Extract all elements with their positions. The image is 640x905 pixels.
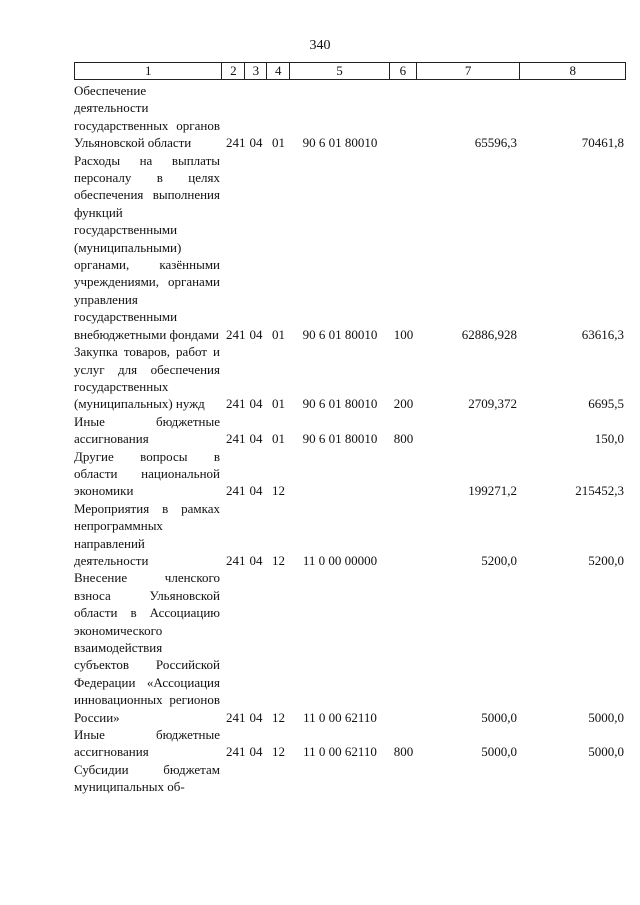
row-type: 800 (393, 431, 414, 447)
row-section: 04 (249, 483, 263, 499)
table-row (74, 343, 626, 413)
header-col-1: 1 (75, 63, 222, 79)
table-row (74, 448, 626, 500)
row-target: 90 6 01 80010 (302, 396, 378, 412)
table-row (74, 82, 626, 152)
row-name: Иные бюджетные ассигнования (74, 727, 220, 760)
row-subsection: 12 (272, 744, 285, 760)
row-subsection: 12 (272, 483, 285, 499)
row-subsection: 01 (272, 135, 285, 151)
header-col-5: 5 (290, 63, 390, 79)
row-value2: 70461,8 (581, 135, 624, 151)
row-subsection: 12 (272, 709, 285, 725)
row-value1: 199271,2 (468, 483, 517, 499)
row-subsection: 12 (272, 552, 285, 568)
row-target: 90 6 01 80010 (302, 326, 378, 342)
table-row (74, 413, 626, 448)
table-row (74, 726, 626, 761)
row-target: 90 6 01 80010 (302, 135, 378, 151)
row-name: Внесение членского взноса Ульяновской области в Ассоциацию экономического взаимодействия субъектов Российской Федерации «Ассоциация инновационных регионов России» (74, 570, 220, 725)
row-section: 04 (249, 431, 263, 447)
header-col-6: 6 (390, 63, 417, 79)
row-value2: 63616,3 (581, 326, 624, 342)
row-value1: 2709,372 (468, 396, 517, 412)
row-section: 04 (249, 744, 263, 760)
row-subsection: 01 (272, 431, 285, 447)
row-section: 04 (249, 326, 263, 342)
row-code: 241 (226, 483, 246, 499)
row-section: 04 (249, 709, 263, 725)
row-value2: 215452,3 (575, 483, 624, 499)
header-col-4: 4 (267, 63, 290, 79)
table-header (74, 62, 626, 80)
row-value2: 5000,0 (588, 709, 624, 725)
header-col-3: 3 (245, 63, 267, 79)
row-type: 100 (393, 326, 414, 342)
table-row (74, 152, 626, 343)
header-col-7: 7 (417, 63, 521, 79)
row-value2: 150,0 (594, 431, 624, 447)
row-type: 800 (393, 744, 414, 760)
row-name: Расходы на выплаты персоналу в целях обеспечения выполнения функций государственными (муниципальными) органами, казёнными учреждениями, органами управления государственными внебюджетными фондами (74, 152, 220, 342)
row-subsection: 01 (272, 396, 285, 412)
row-code: 241 (226, 431, 246, 447)
row-section: 04 (249, 396, 263, 412)
row-code: 241 (226, 744, 246, 760)
table-body (74, 82, 626, 796)
row-code: 241 (226, 552, 246, 568)
row-name: Другие вопросы в области национальной экономики (74, 448, 220, 499)
row-name: Закупка товаров, работ и услуг для обеспечения государственных (муниципальных) нужд (74, 344, 220, 412)
row-value1: 5200,0 (481, 552, 517, 568)
row-name: Субсидии бюджетам муниципальных об- (74, 761, 220, 795)
row-target: 11 0 00 62110 (303, 744, 377, 760)
row-code: 241 (226, 326, 246, 342)
table-row (74, 569, 626, 726)
row-target: 90 6 01 80010 (302, 431, 378, 447)
table-row (74, 761, 626, 796)
page-number: 340 (309, 38, 331, 53)
header-col-8: 8 (569, 63, 576, 78)
row-section: 04 (249, 552, 263, 568)
row-section: 04 (249, 135, 263, 151)
row-value2: 5000,0 (588, 744, 624, 760)
row-value1: 65596,3 (474, 135, 517, 151)
row-subsection: 01 (272, 326, 285, 342)
row-value1: 5000,0 (481, 709, 517, 725)
row-code: 241 (226, 396, 246, 412)
row-type: 200 (393, 396, 414, 412)
row-name: Обеспечение деятельности государственных органов Ульяновской области (74, 83, 220, 151)
row-name: Мероприятия в рамках непрограммных направлений деятельности (74, 500, 220, 568)
table-row (74, 500, 626, 570)
row-value1: 5000,0 (481, 744, 517, 760)
row-value2: 5200,0 (588, 552, 624, 568)
row-target: 11 0 00 00000 (302, 552, 378, 568)
row-code: 241 (226, 709, 246, 725)
row-value1: 62886,928 (461, 326, 517, 342)
row-name: Иные бюджетные ассигнования (74, 413, 220, 447)
row-code: 241 (226, 135, 246, 151)
row-value2: 6695,5 (588, 396, 624, 412)
header-col-2: 2 (222, 63, 245, 79)
row-target: 11 0 00 62110 (303, 709, 377, 725)
